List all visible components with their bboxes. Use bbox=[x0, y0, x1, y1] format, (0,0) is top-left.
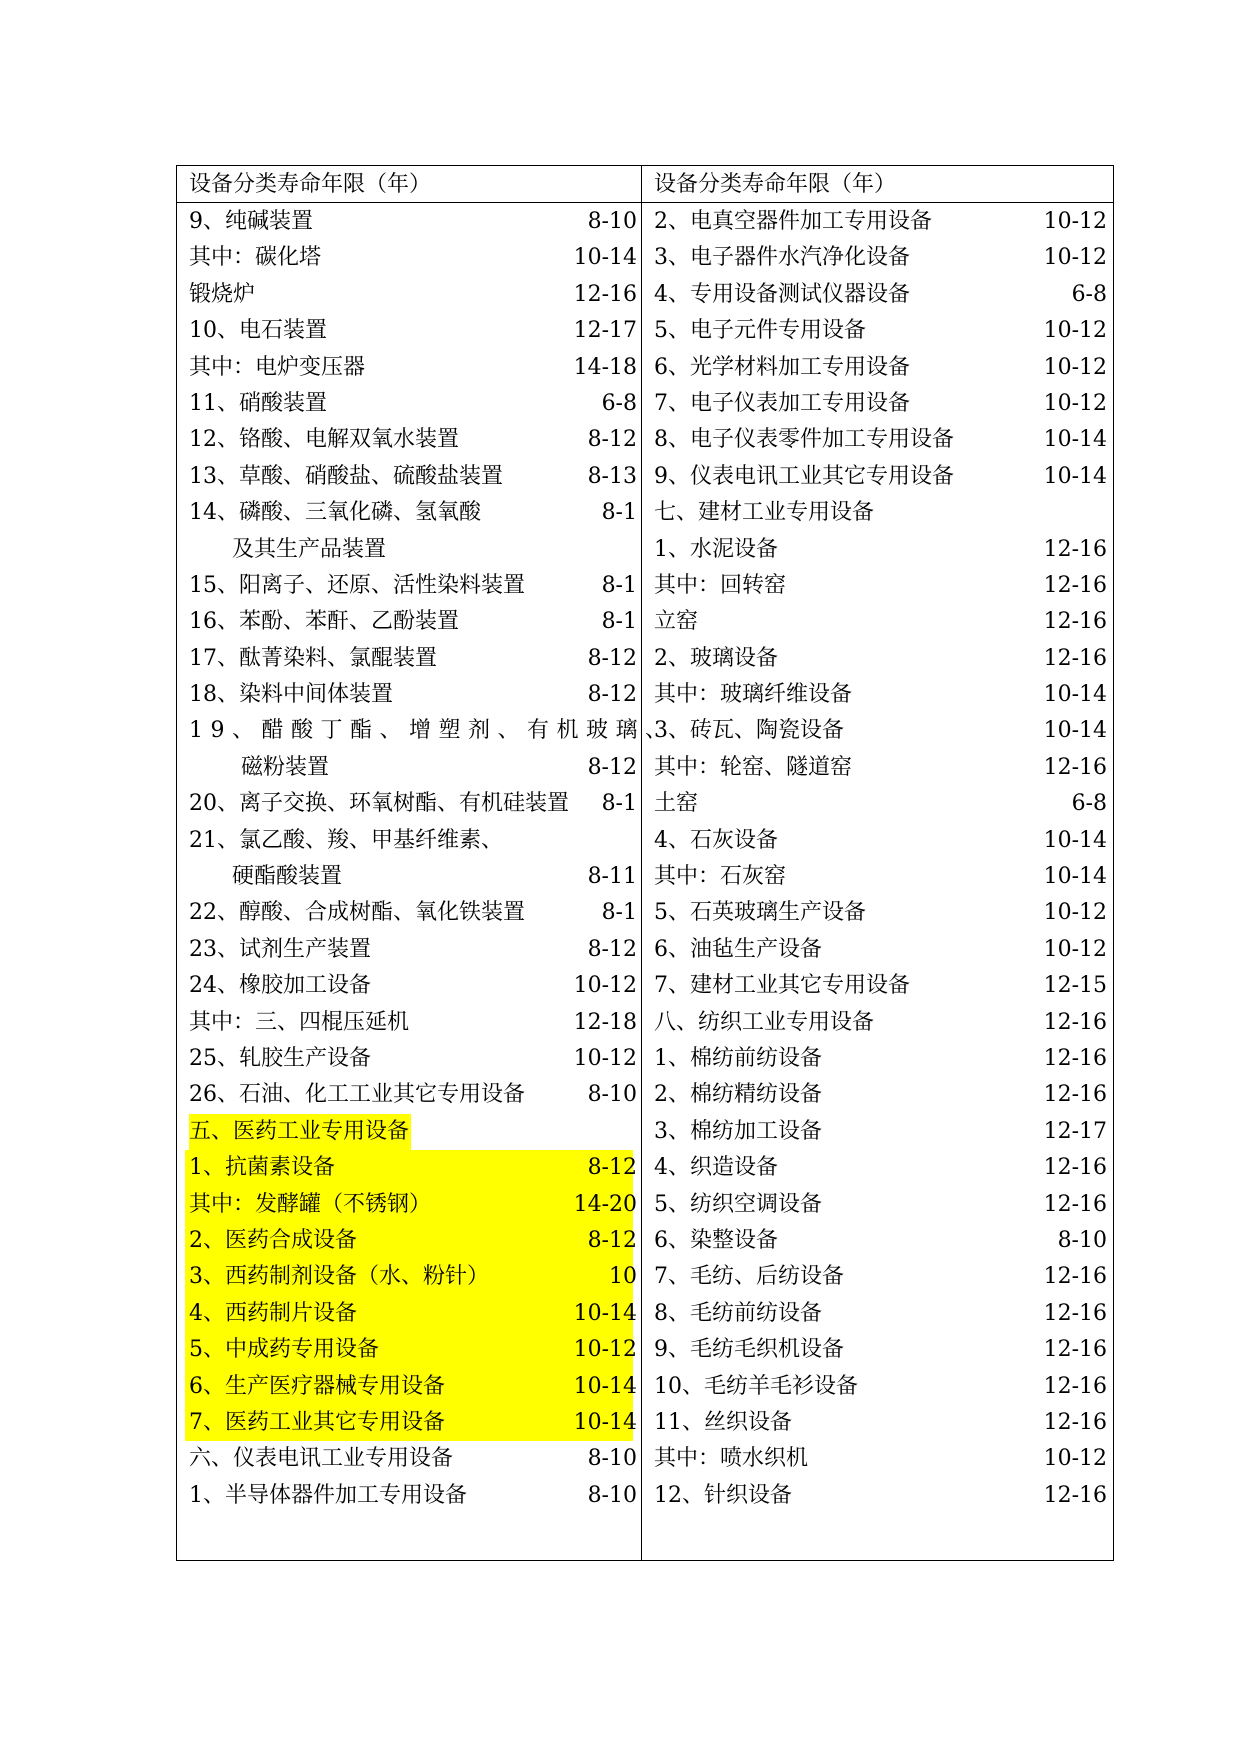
lifespan-years: 10-12 bbox=[1043, 1446, 1107, 1472]
right-table-row bbox=[642, 859, 1113, 895]
equipment-category: 25、轧胶生产设备 bbox=[189, 1045, 371, 1071]
equipment-category: 2、玻璃设备 bbox=[654, 645, 778, 671]
right-table-row bbox=[642, 568, 1113, 604]
right-table-row bbox=[642, 386, 1113, 422]
left-table-row bbox=[177, 932, 641, 968]
equipment-category: 12、铬酸、电解双氧水装置 bbox=[189, 427, 459, 453]
equipment-category: 11、丝织设备 bbox=[654, 1409, 792, 1435]
equipment-category: 9、毛纺毛织机设备 bbox=[654, 1337, 844, 1363]
equipment-category: 15、阳离子、还原、活性染料装置 bbox=[189, 572, 525, 598]
equipment-category: 13、草酸、硝酸盐、硫酸盐装置 bbox=[189, 463, 503, 489]
right-table-row bbox=[642, 1223, 1113, 1259]
lifespan-years: 14-18 bbox=[573, 354, 637, 380]
right-table-row bbox=[642, 823, 1113, 859]
right-table-row bbox=[642, 277, 1113, 313]
lifespan-years: 8-11 bbox=[587, 864, 637, 890]
right-table-row bbox=[642, 713, 1113, 749]
right-table-row bbox=[642, 786, 1113, 822]
left-table-row bbox=[177, 1114, 641, 1150]
right-table-row bbox=[642, 677, 1113, 713]
equipment-category: 1、抗菌素设备 bbox=[189, 1155, 335, 1181]
equipment-category: 5、电子元件专用设备 bbox=[654, 318, 866, 344]
left-rows bbox=[177, 204, 675, 1514]
equipment-category: 2、棉纺精纺设备 bbox=[654, 1082, 822, 1108]
equipment-category: 17、酞菁染料、氯醌装置 bbox=[189, 645, 437, 671]
left-table-row bbox=[177, 1441, 641, 1477]
lifespan-years: 12-16 bbox=[1043, 1337, 1107, 1363]
lifespan-years: 10-14 bbox=[1043, 827, 1107, 853]
lifespan-years: 12-16 bbox=[1043, 609, 1107, 635]
equipment-category: 7、建材工业其它专用设备 bbox=[654, 973, 910, 999]
equipment-category: 3、砖瓦、陶瓷设备 bbox=[654, 718, 844, 744]
lifespan-years: 10-14 bbox=[573, 1409, 637, 1435]
lifespan-years: 12-16 bbox=[1043, 1155, 1107, 1181]
equipment-category: 八、纺织工业专用设备 bbox=[654, 1009, 875, 1035]
lifespan-years: 12-16 bbox=[573, 281, 637, 307]
left-table-row bbox=[177, 823, 641, 859]
right-table-row bbox=[642, 1005, 1113, 1041]
lifespan-years: 12-16 bbox=[1043, 1409, 1107, 1435]
right-table-row bbox=[642, 895, 1113, 931]
lifespan-years: 12-16 bbox=[1043, 1082, 1107, 1108]
left-table-row bbox=[177, 859, 641, 895]
lifespan-years: 12-16 bbox=[1043, 1191, 1107, 1217]
equipment-category: 土窑 bbox=[654, 791, 699, 817]
equipment-category: 9、仪表电讯工业其它专用设备 bbox=[654, 463, 954, 489]
left-table-row bbox=[177, 1478, 641, 1514]
right-table-row bbox=[642, 1150, 1113, 1186]
left-table-row bbox=[185, 1369, 637, 1405]
left-table-row bbox=[177, 532, 641, 568]
right-table-row bbox=[642, 1296, 1113, 1332]
equipment-category: 14、磷酸、三氧化磷、氢氧酸 bbox=[189, 500, 481, 526]
equipment-category: 19、醋酸丁酯、增塑剂、有机玻璃、 bbox=[189, 718, 675, 744]
lifespan-years: 8-12 bbox=[587, 1155, 637, 1181]
right-table-row bbox=[642, 422, 1113, 458]
left-table-row bbox=[177, 1041, 641, 1077]
right-table-row bbox=[642, 641, 1113, 677]
right-table-row bbox=[642, 1332, 1113, 1368]
equipment-lifespan-table bbox=[176, 165, 1114, 1561]
lifespan-years: 8-12 bbox=[587, 427, 637, 453]
left-table-row bbox=[185, 1296, 637, 1332]
lifespan-years: 10-12 bbox=[1043, 390, 1107, 416]
equipment-category: 七、建材工业专用设备 bbox=[654, 500, 875, 526]
lifespan-years: 10-12 bbox=[573, 1045, 637, 1071]
lifespan-years: 12-16 bbox=[1043, 1045, 1107, 1071]
lifespan-years: 14-20 bbox=[573, 1191, 637, 1217]
left-table-row bbox=[185, 1259, 637, 1295]
right-table-row bbox=[642, 1041, 1113, 1077]
equipment-category: 4、西药制片设备 bbox=[189, 1300, 357, 1326]
left-table-row bbox=[177, 968, 641, 1004]
equipment-category: 8、电子仪表零件加工专用设备 bbox=[654, 427, 954, 453]
equipment-category: 7、电子仪表加工专用设备 bbox=[654, 390, 910, 416]
left-table-row bbox=[177, 786, 641, 822]
right-table-row bbox=[642, 313, 1113, 349]
equipment-category: 1、棉纺前纺设备 bbox=[654, 1045, 822, 1071]
left-table-row bbox=[177, 313, 641, 349]
equipment-category: 立窑 bbox=[654, 609, 699, 635]
left-column bbox=[177, 166, 675, 1560]
left-table-row bbox=[177, 495, 641, 531]
equipment-category: 10、电石装置 bbox=[189, 318, 327, 344]
left-table-row bbox=[177, 713, 675, 749]
lifespan-years: 12-17 bbox=[1043, 1118, 1107, 1144]
lifespan-years: 12-16 bbox=[1043, 1482, 1107, 1508]
equipment-category: 4、专用设备测试仪器设备 bbox=[654, 281, 910, 307]
lifespan-years: 12-16 bbox=[1043, 1009, 1107, 1035]
equipment-category: 3、西药制剂设备（水、粉针） bbox=[189, 1264, 489, 1290]
lifespan-years: 8-10 bbox=[587, 1082, 637, 1108]
lifespan-years: 10-14 bbox=[1043, 864, 1107, 890]
lifespan-years: 10-14 bbox=[573, 1300, 637, 1326]
equipment-category: 9、纯碱装置 bbox=[189, 209, 313, 234]
lifespan-years: 8-1 bbox=[601, 791, 637, 817]
lifespan-years: 8-1 bbox=[601, 500, 637, 526]
equipment-category: 其中：电炉变压器 bbox=[189, 354, 366, 380]
lifespan-years: 8-10 bbox=[1057, 1227, 1107, 1253]
right-table-row bbox=[642, 459, 1113, 495]
equipment-category: 1、半导体器件加工专用设备 bbox=[189, 1482, 467, 1508]
lifespan-years: 8-1 bbox=[601, 900, 637, 926]
equipment-category: 6、染整设备 bbox=[654, 1227, 778, 1253]
right-table-row bbox=[642, 1114, 1113, 1150]
equipment-category: 6、生产医疗器械专用设备 bbox=[189, 1373, 445, 1399]
lifespan-years: 12-16 bbox=[1043, 645, 1107, 671]
lifespan-years: 10-14 bbox=[573, 245, 637, 271]
left-table-row bbox=[185, 1187, 637, 1223]
equipment-category: 3、电子器件水汽净化设备 bbox=[654, 245, 910, 271]
right-column bbox=[642, 166, 1113, 1560]
equipment-category: 其中：喷水织机 bbox=[654, 1446, 809, 1472]
lifespan-years: 10-12 bbox=[1043, 209, 1107, 234]
right-table-row bbox=[642, 1478, 1113, 1514]
right-table-row bbox=[642, 240, 1113, 276]
lifespan-years: 6-8 bbox=[1071, 281, 1107, 307]
equipment-category: 5、石英玻璃生产设备 bbox=[654, 900, 866, 926]
equipment-category: 20、离子交换、环氧树酯、有机硅装置 bbox=[189, 791, 569, 817]
right-table-row bbox=[642, 350, 1113, 386]
equipment-category: 24、橡胶加工设备 bbox=[189, 973, 371, 999]
equipment-category: 26、石油、化工工业其它专用设备 bbox=[189, 1082, 525, 1108]
equipment-category: 2、电真空器件加工专用设备 bbox=[654, 209, 932, 234]
equipment-category: 五、医药工业专用设备 bbox=[189, 1114, 411, 1150]
lifespan-years: 8-12 bbox=[587, 645, 637, 671]
right-table-row bbox=[642, 750, 1113, 786]
right-table-row bbox=[642, 604, 1113, 640]
lifespan-years: 6-8 bbox=[1071, 791, 1107, 817]
left-table-row bbox=[185, 1405, 637, 1441]
equipment-category: 18、染料中间体装置 bbox=[189, 682, 393, 708]
equipment-category: 16、苯酚、苯酐、乙酚装置 bbox=[189, 609, 459, 635]
left-table-row bbox=[177, 386, 641, 422]
equipment-category: 11、硝酸装置 bbox=[189, 390, 327, 416]
lifespan-years: 10-14 bbox=[1043, 427, 1107, 453]
left-table-row bbox=[177, 604, 641, 640]
left-table-row bbox=[177, 459, 641, 495]
lifespan-years: 10-12 bbox=[1043, 936, 1107, 962]
lifespan-years: 12-15 bbox=[1043, 973, 1107, 999]
equipment-category: 5、纺织空调设备 bbox=[654, 1191, 822, 1217]
left-table-row bbox=[177, 1005, 641, 1041]
equipment-category: 8、毛纺前纺设备 bbox=[654, 1300, 822, 1326]
equipment-category: 六、仪表电讯工业专用设备 bbox=[189, 1446, 454, 1472]
equipment-category: 6、油毡生产设备 bbox=[654, 936, 822, 962]
lifespan-years: 10-12 bbox=[573, 1337, 637, 1363]
lifespan-years: 12-16 bbox=[1043, 536, 1107, 562]
equipment-category: 10、毛纺羊毛衫设备 bbox=[654, 1373, 858, 1399]
equipment-category: 2、医药合成设备 bbox=[189, 1227, 357, 1253]
right-rows bbox=[642, 204, 1113, 1514]
lifespan-years: 10 bbox=[609, 1264, 637, 1290]
right-table-row bbox=[642, 532, 1113, 568]
equipment-category: 其中：玻璃纤维设备 bbox=[654, 682, 853, 708]
lifespan-years: 8-10 bbox=[587, 1482, 637, 1508]
lifespan-years: 8-1 bbox=[601, 609, 637, 635]
equipment-category: 及其生产品装置 bbox=[232, 536, 387, 562]
left-table-row bbox=[177, 1077, 641, 1113]
left-table-row bbox=[177, 240, 641, 276]
equipment-category: 12、针织设备 bbox=[654, 1482, 792, 1508]
lifespan-years: 8-12 bbox=[587, 682, 637, 708]
left-header: 设备分类寿命年限（年） bbox=[189, 172, 432, 197]
lifespan-years: 8-10 bbox=[587, 1446, 637, 1472]
right-table-row bbox=[642, 1077, 1113, 1113]
equipment-category: 22、醇酸、合成树酯、氧化铁装置 bbox=[189, 900, 525, 926]
lifespan-years: 12-16 bbox=[1043, 754, 1107, 780]
left-table-row bbox=[177, 568, 641, 604]
equipment-category: 23、试剂生产装置 bbox=[189, 936, 371, 962]
right-table-row bbox=[642, 1369, 1113, 1405]
left-table-row bbox=[177, 277, 641, 313]
lifespan-years: 12-16 bbox=[1043, 1300, 1107, 1326]
equipment-category: 其中：碳化塔 bbox=[189, 245, 322, 271]
equipment-category: 其中：石灰窑 bbox=[654, 864, 787, 890]
left-table-row bbox=[177, 895, 641, 931]
right-table-row bbox=[642, 1441, 1113, 1477]
lifespan-years: 10-12 bbox=[1043, 354, 1107, 380]
equipment-category: 其中：回转窑 bbox=[654, 572, 787, 598]
equipment-category: 其中：发酵罐（不锈钢） bbox=[189, 1191, 432, 1217]
lifespan-years: 8-13 bbox=[587, 463, 637, 489]
equipment-category: 4、织造设备 bbox=[654, 1155, 778, 1181]
left-table-row bbox=[177, 750, 641, 786]
lifespan-years: 6-8 bbox=[601, 390, 637, 416]
equipment-category: 其中：三、四棍压延机 bbox=[189, 1009, 410, 1035]
lifespan-years: 8-1 bbox=[601, 572, 637, 598]
equipment-category: 3、棉纺加工设备 bbox=[654, 1118, 822, 1144]
lifespan-years: 10-14 bbox=[1043, 463, 1107, 489]
lifespan-years: 10-12 bbox=[573, 973, 637, 999]
left-table-row bbox=[177, 350, 641, 386]
lifespan-years: 8-12 bbox=[587, 1227, 637, 1253]
equipment-category: 7、医药工业其它专用设备 bbox=[189, 1409, 445, 1435]
left-table-row bbox=[185, 1332, 637, 1368]
equipment-category: 7、毛纺、后纺设备 bbox=[654, 1264, 844, 1290]
lifespan-years: 10-12 bbox=[1043, 900, 1107, 926]
equipment-category: 4、石灰设备 bbox=[654, 827, 778, 853]
right-table-row bbox=[642, 1405, 1113, 1441]
lifespan-years: 8-12 bbox=[587, 754, 637, 780]
lifespan-years: 10-12 bbox=[1043, 245, 1107, 271]
left-table-row bbox=[177, 422, 641, 458]
left-table-row bbox=[177, 677, 641, 713]
equipment-category: 硬酯酸装置 bbox=[232, 864, 343, 890]
equipment-category: 6、光学材料加工专用设备 bbox=[654, 354, 910, 380]
equipment-category: 1、水泥设备 bbox=[654, 536, 778, 562]
equipment-category: 磁粉装置 bbox=[241, 754, 330, 780]
right-table-row bbox=[642, 1187, 1113, 1223]
equipment-category: 5、中成药专用设备 bbox=[189, 1337, 379, 1363]
lifespan-years: 12-16 bbox=[1043, 572, 1107, 598]
equipment-category: 锻烧炉 bbox=[189, 281, 256, 307]
left-table-row bbox=[177, 204, 641, 240]
lifespan-years: 12-18 bbox=[573, 1009, 637, 1035]
lifespan-years: 12-16 bbox=[1043, 1373, 1107, 1399]
lifespan-years: 12-16 bbox=[1043, 1264, 1107, 1290]
lifespan-years: 10-14 bbox=[1043, 718, 1107, 744]
lifespan-years: 10-12 bbox=[1043, 318, 1107, 344]
left-table-row bbox=[185, 1150, 637, 1186]
lifespan-years: 12-17 bbox=[573, 318, 637, 344]
right-table-row bbox=[642, 1259, 1113, 1295]
right-table-row bbox=[642, 968, 1113, 1004]
right-table-row bbox=[642, 495, 1113, 531]
equipment-category: 21、氯乙酸、羧、甲基纤维素、 bbox=[189, 827, 503, 853]
left-table-row bbox=[177, 641, 641, 677]
lifespan-years: 10-14 bbox=[573, 1373, 637, 1399]
lifespan-years: 8-10 bbox=[587, 209, 637, 234]
lifespan-years: 8-12 bbox=[587, 936, 637, 962]
left-table-row bbox=[185, 1223, 637, 1259]
lifespan-years: 10-14 bbox=[1043, 682, 1107, 708]
right-header: 设备分类寿命年限（年） bbox=[654, 172, 897, 197]
equipment-category: 其中：轮窑、隧道窑 bbox=[654, 754, 853, 780]
right-table-row bbox=[642, 932, 1113, 968]
right-table-row bbox=[642, 204, 1113, 240]
